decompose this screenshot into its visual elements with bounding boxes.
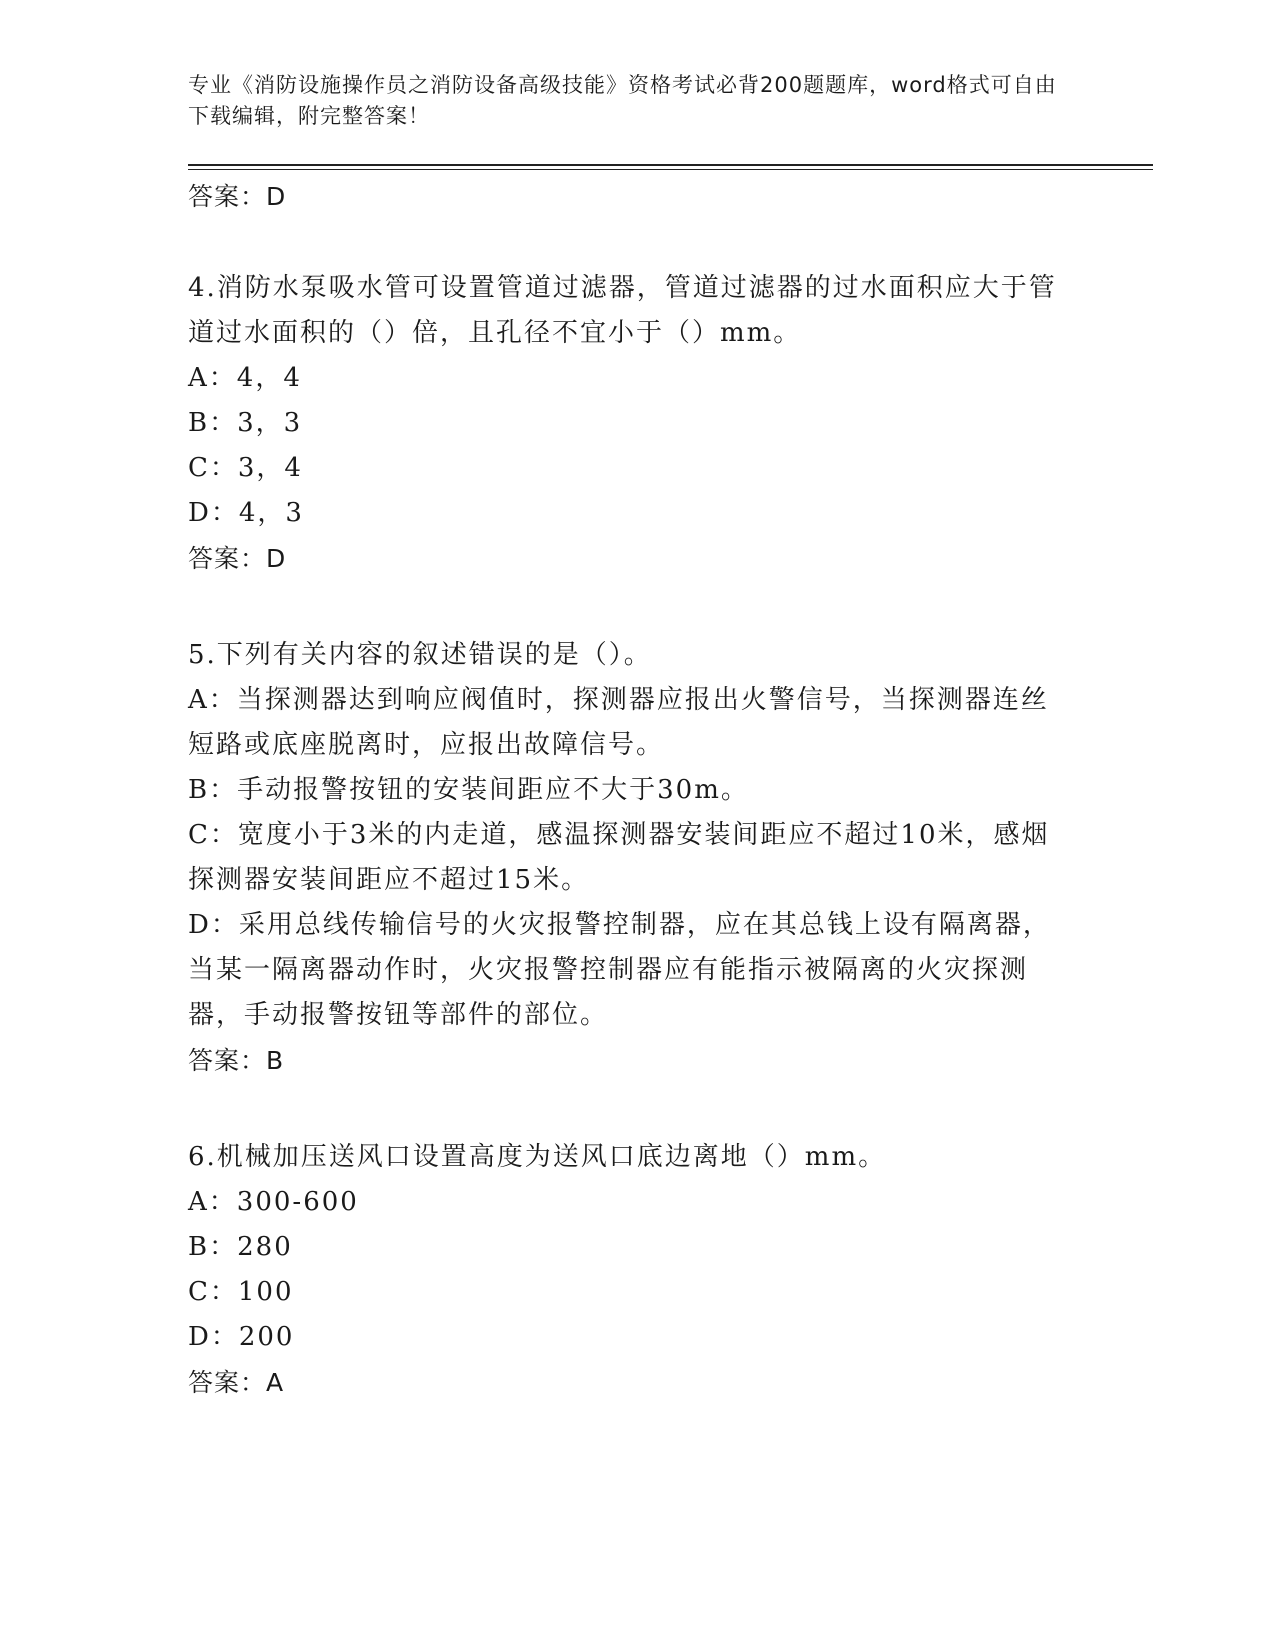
- option-d: D：采用总线传输信号的火灾报警控制器，应在其总钱上设有隔离器，当某一隔离器动作时，火灾报警控制器应有能指示被隔离的火灾探测器，手动报警按钮等部件的部位。: [188, 910, 1051, 1030]
- answer-label: 答案：B: [188, 1046, 285, 1075]
- question-stem: 4.消防水泵吸水管可设置管道过滤器，管道过滤器的过水面积应大于管道过水面积的（）倍，且孔径不宜小于（）mm。: [188, 273, 1057, 348]
- previous-answer: 答案：D: [188, 182, 287, 211]
- option-a: A：300-600: [188, 1187, 359, 1217]
- question-6: [188, 1135, 1153, 1405]
- question-stem: 6.机械加压送风口设置高度为送风口底边离地（）mm。: [188, 1142, 887, 1172]
- option-b: B：手动报警按钮的安装间距应不大于30m。: [188, 775, 749, 805]
- header-divider: [188, 164, 1153, 170]
- document-header: 专业《消防设施操作员之消防设备高级技能》资格考试必背200题题库，word格式可自由下载编辑，附完整答案！: [188, 73, 1057, 128]
- option-a: A：4，4: [188, 363, 302, 393]
- question-5: [188, 633, 1153, 1083]
- option-c: C：3，4: [188, 453, 303, 483]
- option-c: C：100: [188, 1277, 294, 1307]
- question-stem: 5.下列有关内容的叙述错误的是（）。: [188, 640, 652, 670]
- answer-label: 答案：D: [188, 544, 287, 573]
- option-c: C：宽度小于3米的内走道，感温探测器安装间距应不超过10米，感烟探测器安装间距应不超过15米。: [188, 820, 1050, 895]
- document-page: [188, 70, 1153, 1405]
- option-b: B：3，3: [188, 408, 303, 438]
- option-b: B：280: [188, 1232, 293, 1262]
- option-d: D：200: [188, 1322, 295, 1352]
- answer-label: 答案：A: [188, 1368, 285, 1397]
- option-a: A：当探测器达到响应阀值时，探测器应报出火警信号，当探测器连丝短路或底座脱离时，应报出故障信号。: [188, 685, 1049, 760]
- option-d: D：4，3: [188, 498, 304, 528]
- question-4: [188, 266, 1153, 581]
